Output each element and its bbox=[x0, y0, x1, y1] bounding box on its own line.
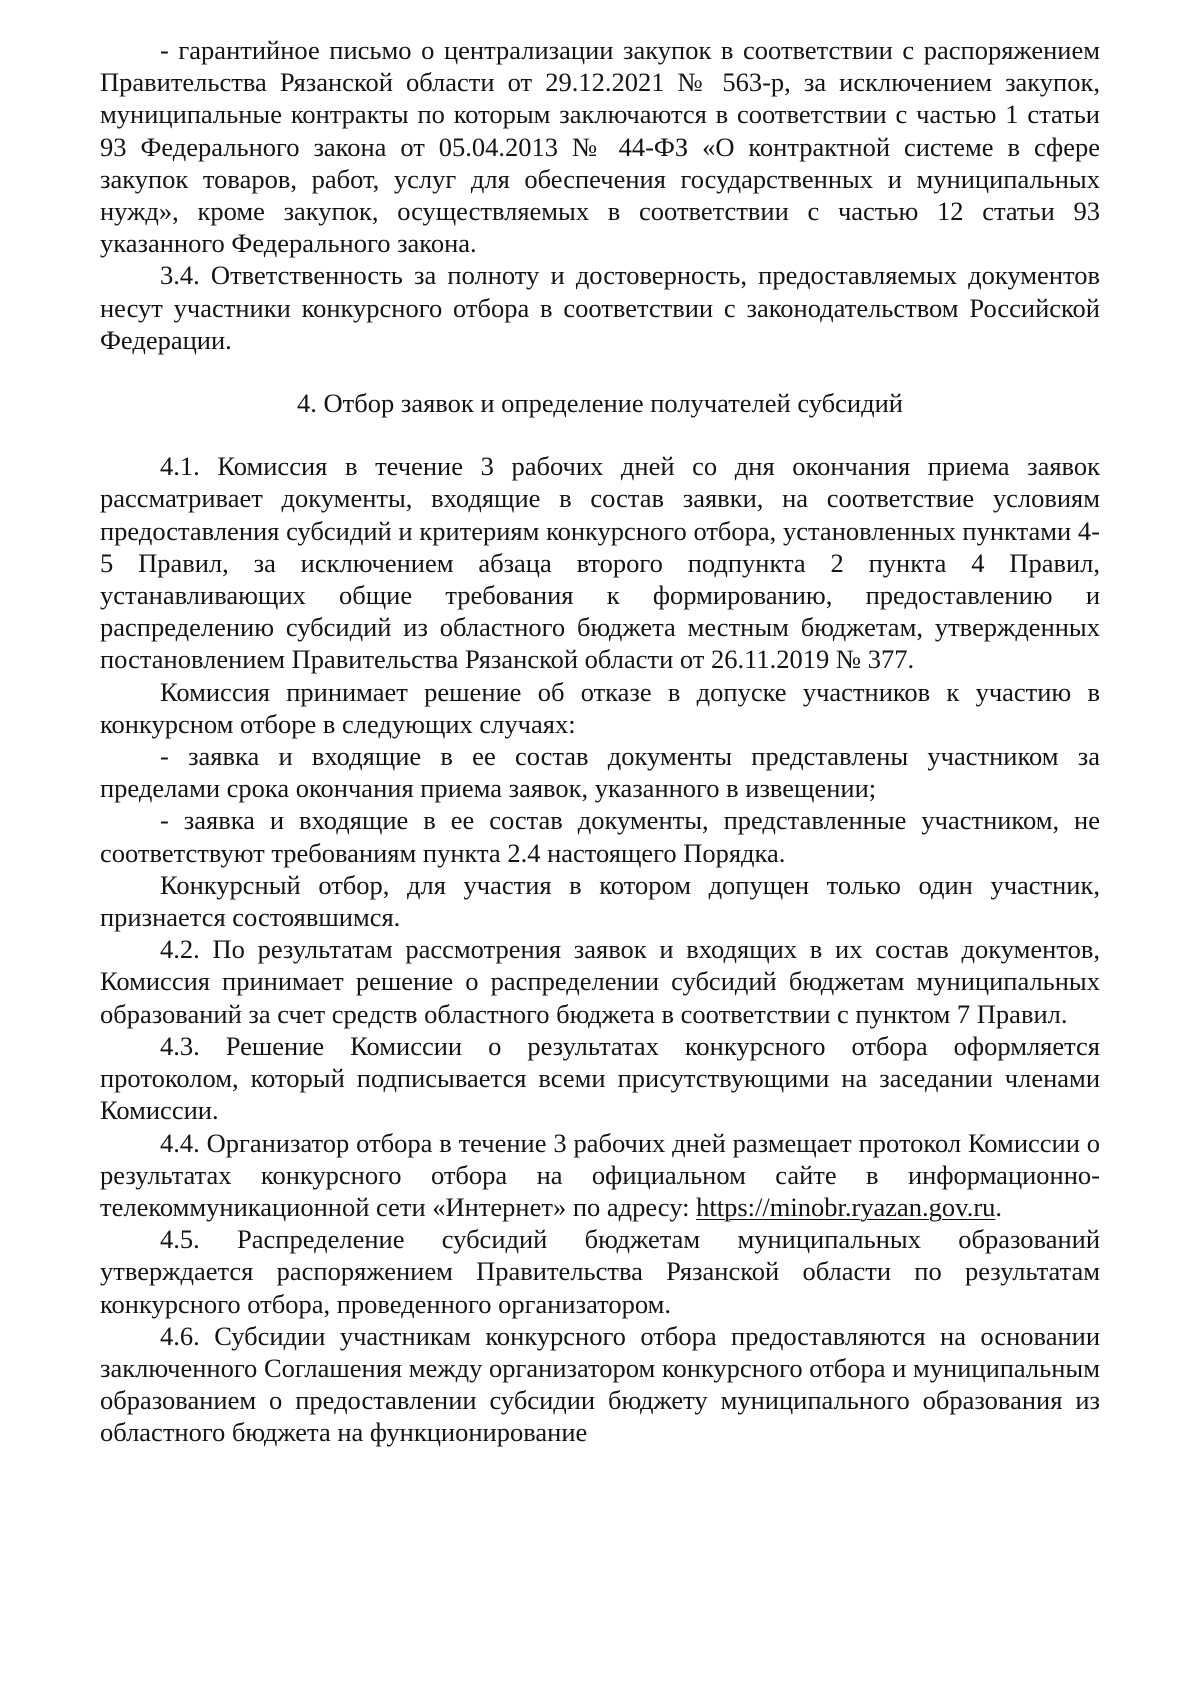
paragraph-4-4-tail: . bbox=[995, 1191, 1003, 1222]
paragraph-4-4-text: 4.4. Организатор отбора в течение 3 рабочих дней размещает протокол Комиссии о результатах конкурсного отбора на официальном сайте в информационно-телекоммуникационной сети «Интернет» по адресу: bbox=[100, 1127, 1100, 1222]
document-page bbox=[100, 34, 1100, 1449]
paragraph-refusal-case-1: - заявка и входящие в ее состав документы представлены участником за пределами срока окончания приема заявок, указанного в извещении; bbox=[100, 741, 1100, 804]
paragraph-4-6: 4.6. Субсидии участникам конкурсного отбора предоставляются на основании заключенного Соглашения между организатором конкурсного отбора и муниципальным образованием о предоставлении субсидии бюджету муниципального образования из областного бюджета на функционирование bbox=[100, 1320, 1100, 1448]
paragraph-4-4 bbox=[100, 1127, 1100, 1224]
paragraph-refusal-intro: Комиссия принимает решение об отказе в допуске участников к участию в конкурсном отборе в следующих случаях: bbox=[100, 676, 1100, 739]
paragraph-3-4: 3.4. Ответственность за полноту и достоверность, предоставляемых документов несут участники конкурсного отбора в соответствии с законодательством Российской Федерации. bbox=[100, 260, 1100, 355]
paragraph-guarantee-letter: - гарантийное письмо о централизации закупок в соответствии с распоряжением Правительства Рязанской области от 29.12.2021 № 563-р, за исключением закупок, муниципальные контракты по которым заключаются в соответствии с частью 1 статьи 93 Федерального закона от 05.04.2013 № 44-ФЗ «О контрактной системе в сфере закупок товаров, работ, услуг для обеспечения государственных и муниципальных нужд», кроме закупок, осуществляемых в соответствии с частью 12 статьи 93 указанного Федерального закона. bbox=[100, 35, 1100, 259]
section-heading-4: 4. Отбор заявок и определение получателей субсидий bbox=[297, 388, 903, 419]
ministry-website-link[interactable]: https://minobr.ryazan.gov.ru bbox=[696, 1191, 996, 1222]
paragraph-refusal-case-2: - заявка и входящие в ее состав документы, представленные участником, не соответствуют требованиям пункта 2.4 настоящего Порядка. bbox=[100, 805, 1100, 868]
paragraph-4-2: 4.2. По результатам рассмотрения заявок и входящих в их состав документов, Комиссия принимает решение о распределении субсидий бюджетам муниципальных образований за счет средств областного бюджета в соответствии с пунктом 7 Правил. bbox=[100, 934, 1100, 1029]
paragraph-4-3: 4.3. Решение Комиссии о результатах конкурсного отбора оформляется протоколом, который подписывается всеми присутствующими на заседании членами Комиссии. bbox=[100, 1030, 1100, 1126]
paragraph-single-participant: Конкурсный отбор, для участия в котором допущен только один участник, признается состоявшимся. bbox=[100, 869, 1100, 933]
paragraph-4-5: 4.5. Распределение субсидий бюджетам муниципальных образований утверждается распоряжением Правительства Рязанской области по результатам конкурсного отбора, проведенного организатором. bbox=[100, 1224, 1100, 1319]
paragraph-4-1: 4.1. Комиссия в течение 3 рабочих дней со дня окончания приема заявок рассматривает документы, входящие в состав заявки, на соответствие условиям предоставления субсидий и критериям конкурсного отбора, установленных пунктами 4-5 Правил, за исключением абзаца второго подпункта 2 пункта 4 Правил, устанавливающих общие требования к формированию, предоставлению и распределению субсидий из областного бюджета местным бюджетам, утвержденных постановлением Правительства Рязанской области от 26.11.2019 № 377. bbox=[100, 451, 1100, 675]
